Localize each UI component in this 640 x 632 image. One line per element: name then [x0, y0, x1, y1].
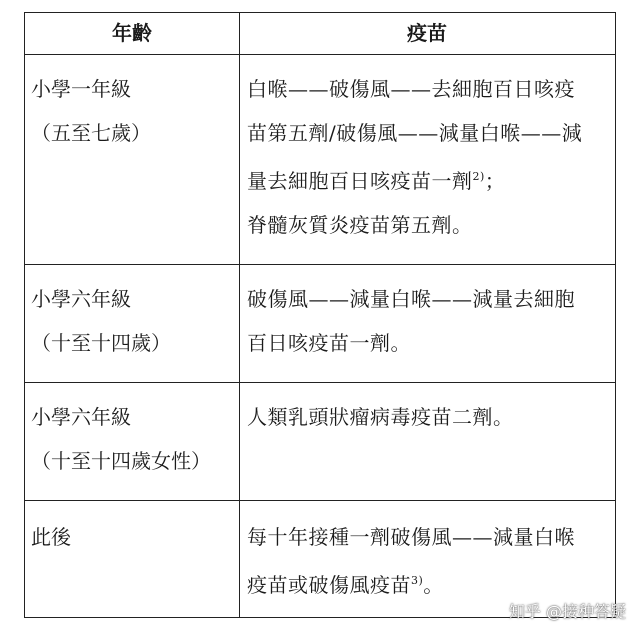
age-text: 小學六年級	[31, 405, 131, 429]
vaccine-text: 脊髓灰質炎疫苗第五劑。	[247, 213, 473, 237]
row-4-vaccine	[247, 515, 613, 607]
age-range-text: （五至七歲）	[31, 121, 151, 145]
age-range-text: （十至十四歲女性）	[31, 449, 211, 473]
vaccine-text: 苗第五劑/破傷風——減量白喉——減	[247, 121, 583, 145]
vaccination-schedule-table	[24, 12, 616, 618]
row-1-vaccine	[247, 67, 613, 247]
age-text: 小學一年級	[31, 77, 131, 101]
vaccine-text: 百日咳疫苗一劑。	[247, 331, 411, 355]
vaccine-text: 量去細胞百日咳疫苗一劑	[247, 169, 473, 193]
row-4-age	[31, 515, 236, 559]
row-3-vaccine	[247, 395, 613, 439]
vaccine-text: 疫苗或破傷風疫苗	[247, 573, 411, 597]
vaccine-text-with-footnote	[247, 155, 613, 203]
row-1-age	[31, 67, 236, 155]
header-vaccine: 疫苗	[407, 21, 447, 45]
row-2-vaccine	[247, 277, 613, 365]
row-2-age	[31, 277, 236, 365]
header-age: 年齡	[112, 21, 152, 45]
punctuation: ；	[484, 169, 506, 193]
vaccine-text: 破傷風——減量白喉——減量去細胞	[247, 287, 575, 311]
age-text: 小學六年級	[31, 287, 131, 311]
footnote-marker: 3)	[411, 574, 424, 587]
punctuation: 。	[423, 573, 444, 597]
age-text: 此後	[31, 525, 71, 549]
age-range-text: （十至十四歲）	[31, 331, 171, 355]
row-3-age	[31, 395, 236, 483]
watermark: 知乎 @接种答疑	[508, 602, 626, 621]
vaccine-text: 白喉——破傷風——去細胞百日咳疫	[247, 77, 575, 101]
vaccine-text: 人類乳頭狀瘤病毒疫苗二劑。	[247, 405, 514, 429]
footnote-marker: 2)	[472, 170, 485, 183]
vaccine-text: 每十年接種一劑破傷風——減量白喉	[247, 525, 575, 549]
